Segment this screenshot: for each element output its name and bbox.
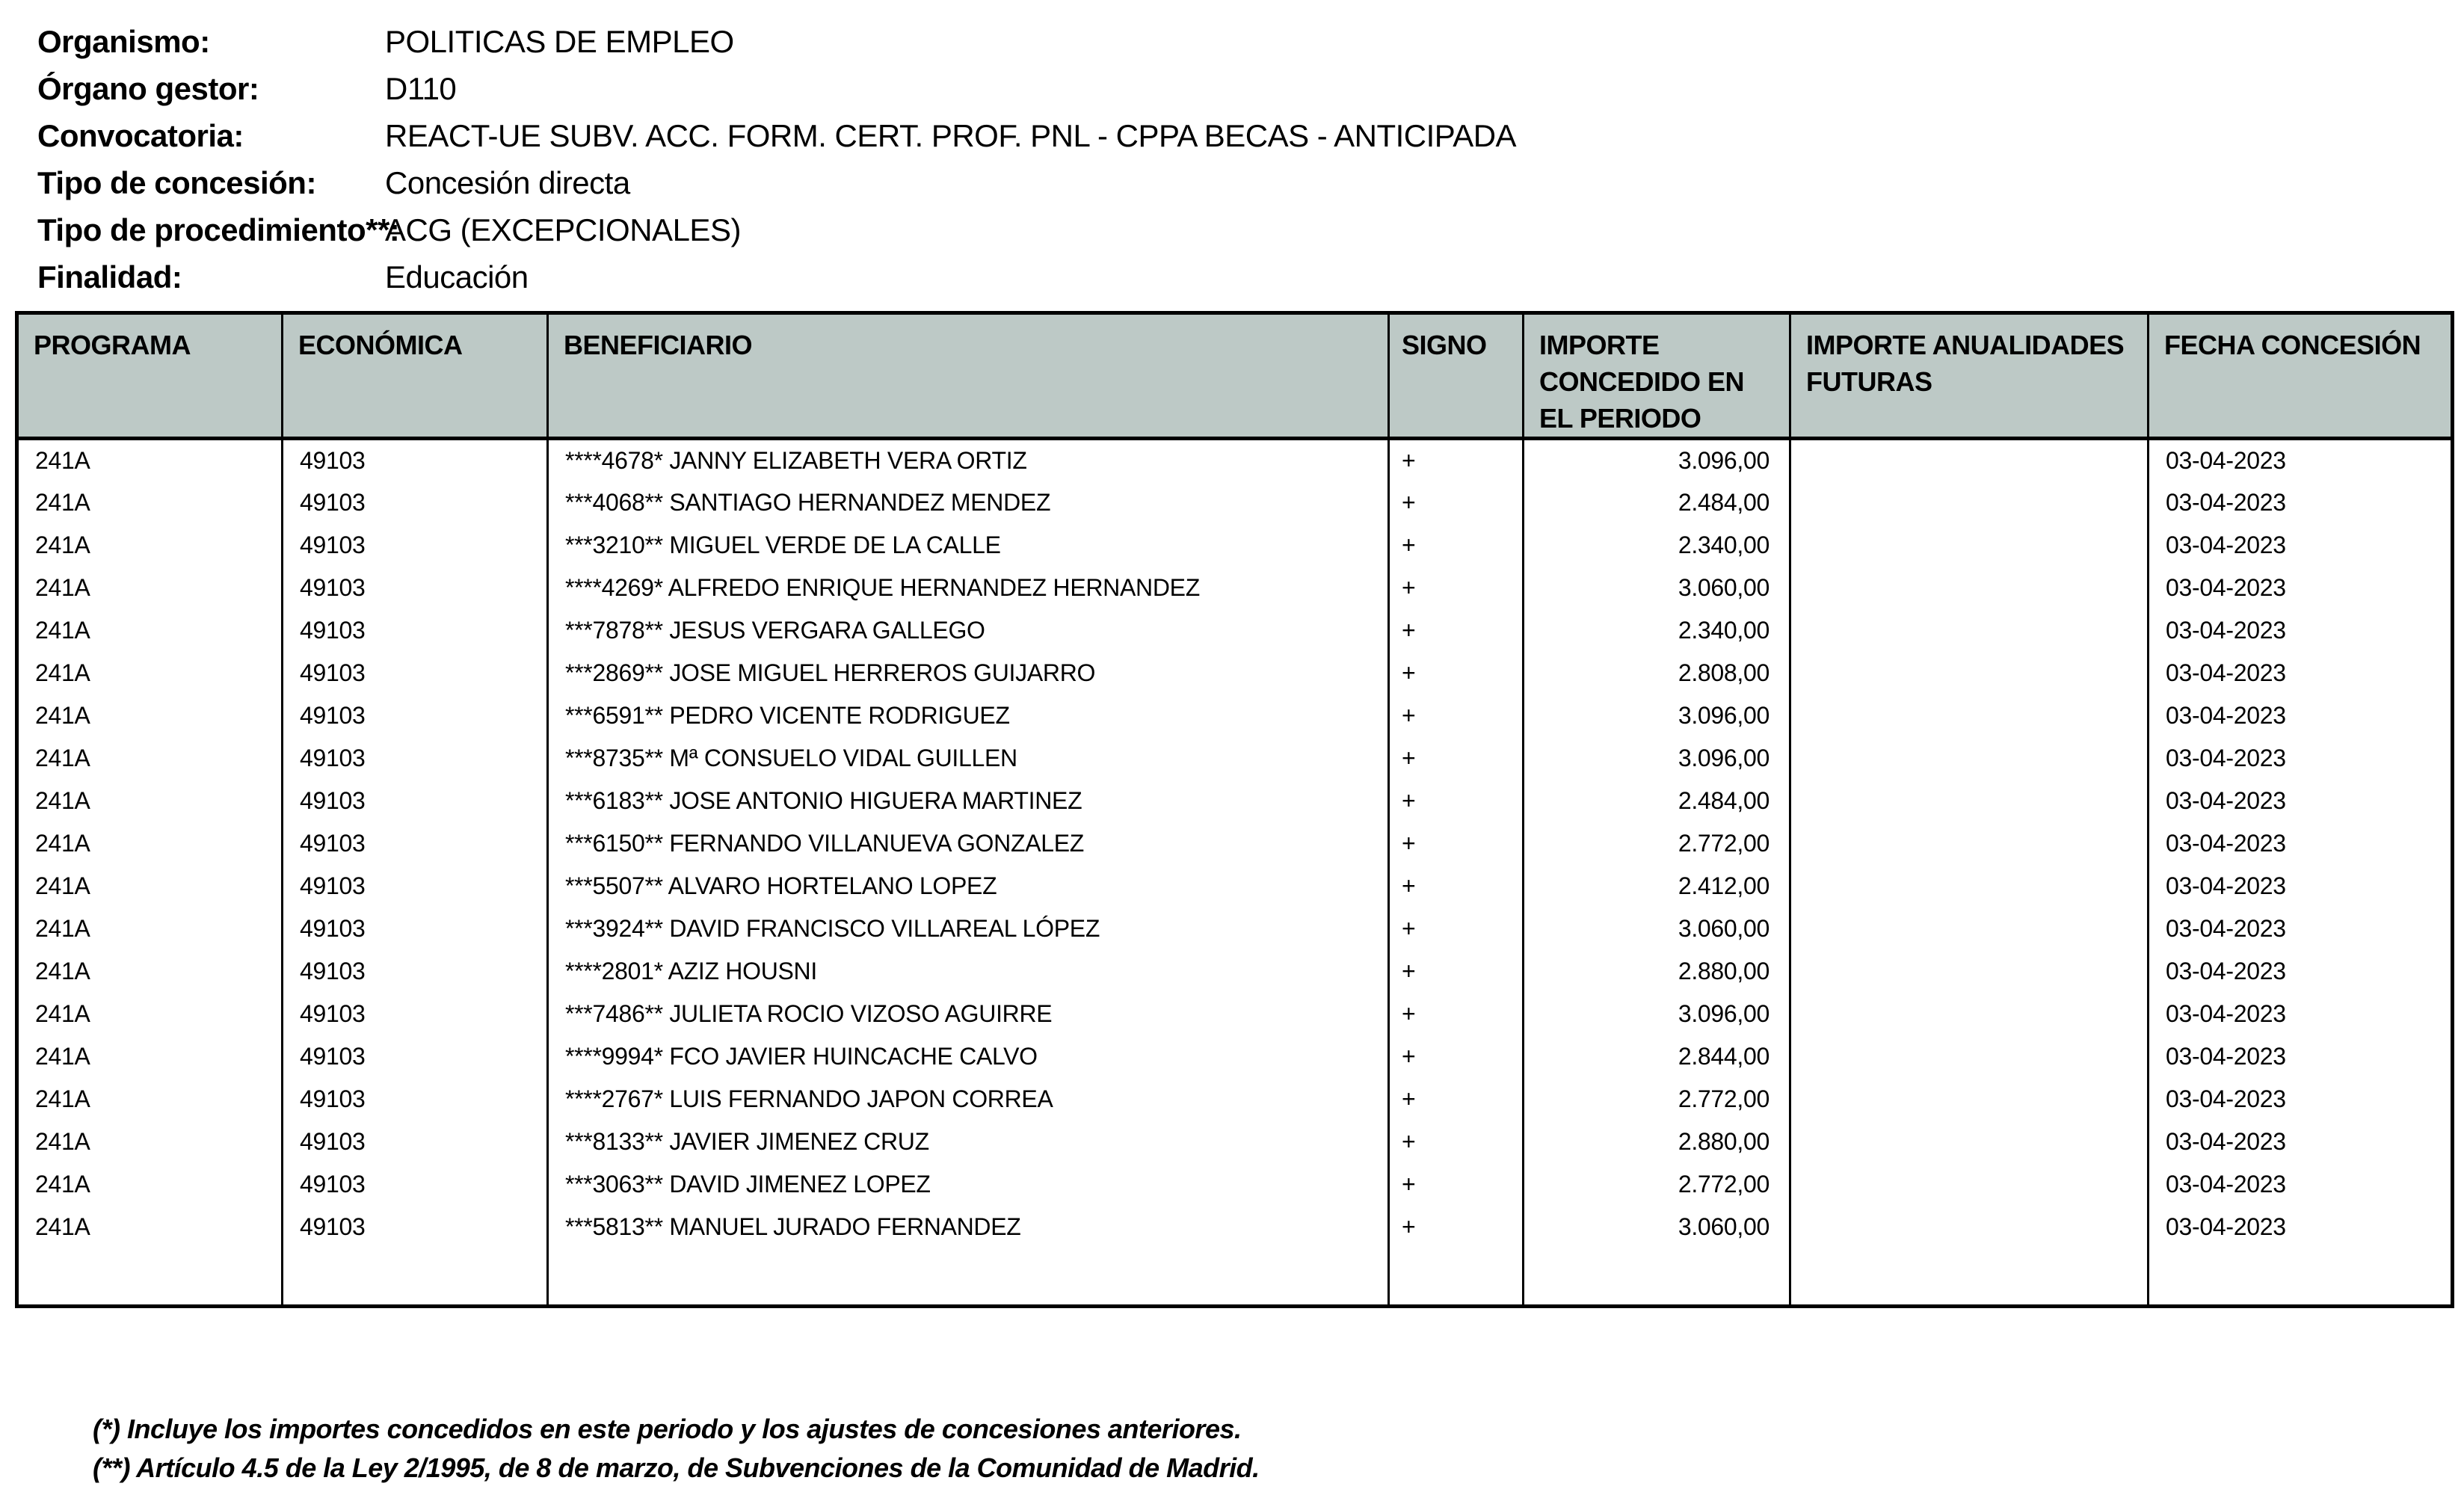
cell-programa: 241A xyxy=(17,567,283,609)
cell-programa: 241A xyxy=(17,609,283,652)
cell-importe-anualidades xyxy=(1790,524,2149,567)
cell-importe-anualidades xyxy=(1790,950,2149,993)
header-programa: PROGRAMA xyxy=(17,313,283,439)
empty-cell xyxy=(283,1248,548,1307)
cell-programa: 241A xyxy=(17,780,283,822)
cell-fecha-concesion: 03-04-2023 xyxy=(2149,481,2453,524)
table-row xyxy=(17,907,2453,950)
cell-importe-concedido: 3.060,00 xyxy=(1524,907,1790,950)
table-row xyxy=(17,950,2453,993)
table-row xyxy=(17,481,2453,524)
cell-importe-anualidades xyxy=(1790,1163,2149,1206)
cell-signo: + xyxy=(1389,822,1524,865)
metadata-value: POLITICAS DE EMPLEO xyxy=(385,23,734,59)
cell-economica: 49103 xyxy=(283,1078,548,1121)
cell-importe-concedido: 2.340,00 xyxy=(1524,524,1790,567)
cell-beneficiario: ****2767* LUIS FERNANDO JAPON CORREA xyxy=(548,1078,1389,1121)
cell-importe-anualidades xyxy=(1790,439,2149,481)
cell-signo: + xyxy=(1389,1078,1524,1121)
cell-signo: + xyxy=(1389,609,1524,652)
header-signo: SIGNO xyxy=(1389,313,1524,439)
cell-fecha-concesion: 03-04-2023 xyxy=(2149,1121,2453,1163)
cell-economica: 49103 xyxy=(283,609,548,652)
cell-signo: + xyxy=(1389,1206,1524,1248)
metadata-line-finalidad xyxy=(37,253,1516,301)
cell-beneficiario: ***5507** ALVARO HORTELANO LOPEZ xyxy=(548,865,1389,907)
cell-fecha-concesion: 03-04-2023 xyxy=(2149,1163,2453,1206)
cell-fecha-concesion: 03-04-2023 xyxy=(2149,524,2453,567)
cell-programa: 241A xyxy=(17,481,283,524)
cell-programa: 241A xyxy=(17,950,283,993)
cell-fecha-concesion: 03-04-2023 xyxy=(2149,737,2453,780)
cell-programa: 241A xyxy=(17,524,283,567)
metadata-line-convocatoria xyxy=(37,112,1516,159)
cell-fecha-concesion: 03-04-2023 xyxy=(2149,907,2453,950)
cell-importe-concedido: 2.484,00 xyxy=(1524,481,1790,524)
cell-programa: 241A xyxy=(17,993,283,1035)
empty-cell xyxy=(2149,1248,2453,1307)
cell-programa: 241A xyxy=(17,694,283,737)
empty-cell xyxy=(1790,1248,2149,1307)
grants-table xyxy=(15,311,2454,1308)
cell-importe-anualidades xyxy=(1790,907,2149,950)
empty-cell xyxy=(548,1248,1389,1307)
footnotes-block xyxy=(93,1410,1260,1488)
cell-signo: + xyxy=(1389,993,1524,1035)
metadata-line-tipo-procedimiento xyxy=(37,206,1516,253)
cell-programa: 241A xyxy=(17,1206,283,1248)
cell-beneficiario: ****4678* JANNY ELIZABETH VERA ORTIZ xyxy=(548,439,1389,481)
table-spacer-row xyxy=(17,1248,2453,1307)
cell-economica: 49103 xyxy=(283,567,548,609)
cell-fecha-concesion: 03-04-2023 xyxy=(2149,1035,2453,1078)
cell-fecha-concesion: 03-04-2023 xyxy=(2149,865,2453,907)
cell-importe-concedido: 2.412,00 xyxy=(1524,865,1790,907)
cell-importe-concedido: 2.340,00 xyxy=(1524,609,1790,652)
cell-beneficiario: ****4269* ALFREDO ENRIQUE HERNANDEZ HERNANDEZ xyxy=(548,567,1389,609)
cell-importe-concedido: 3.060,00 xyxy=(1524,567,1790,609)
metadata-label: Finalidad: xyxy=(37,259,182,295)
cell-programa: 241A xyxy=(17,737,283,780)
cell-importe-anualidades xyxy=(1790,993,2149,1035)
header-importe-concedido: IMPORTE CONCEDIDO EN EL PERIODO xyxy=(1524,313,1790,439)
cell-beneficiario: ***6591** PEDRO VICENTE RODRIGUEZ xyxy=(548,694,1389,737)
cell-fecha-concesion: 03-04-2023 xyxy=(2149,822,2453,865)
cell-importe-anualidades xyxy=(1790,609,2149,652)
cell-economica: 49103 xyxy=(283,439,548,481)
cell-fecha-concesion: 03-04-2023 xyxy=(2149,567,2453,609)
cell-fecha-concesion: 03-04-2023 xyxy=(2149,1078,2453,1121)
cell-signo: + xyxy=(1389,694,1524,737)
cell-importe-anualidades xyxy=(1790,822,2149,865)
cell-fecha-concesion: 03-04-2023 xyxy=(2149,694,2453,737)
cell-economica: 49103 xyxy=(283,993,548,1035)
cell-signo: + xyxy=(1389,524,1524,567)
cell-economica: 49103 xyxy=(283,950,548,993)
cell-economica: 49103 xyxy=(283,1163,548,1206)
cell-beneficiario: ***7878** JESUS VERGARA GALLEGO xyxy=(548,609,1389,652)
table-row xyxy=(17,524,2453,567)
table-row xyxy=(17,567,2453,609)
cell-economica: 49103 xyxy=(283,524,548,567)
cell-economica: 49103 xyxy=(283,907,548,950)
cell-fecha-concesion: 03-04-2023 xyxy=(2149,950,2453,993)
cell-beneficiario: ***3063** DAVID JIMENEZ LOPEZ xyxy=(548,1163,1389,1206)
cell-importe-concedido: 3.096,00 xyxy=(1524,694,1790,737)
footnote-asterisk: (*) Incluye los importes concedidos en este periodo y los ajustes de concesiones anteriores. xyxy=(93,1414,1242,1444)
cell-programa: 241A xyxy=(17,1035,283,1078)
metadata-line-organo-gestor xyxy=(37,65,1516,112)
cell-fecha-concesion: 03-04-2023 xyxy=(2149,609,2453,652)
metadata-block xyxy=(37,18,1516,301)
cell-economica: 49103 xyxy=(283,780,548,822)
table-row xyxy=(17,1206,2453,1248)
cell-importe-anualidades xyxy=(1790,1078,2149,1121)
cell-importe-concedido: 2.880,00 xyxy=(1524,1121,1790,1163)
cell-economica: 49103 xyxy=(283,822,548,865)
cell-beneficiario: ****9994* FCO JAVIER HUINCACHE CALVO xyxy=(548,1035,1389,1078)
cell-importe-concedido: 3.060,00 xyxy=(1524,1206,1790,1248)
table-row xyxy=(17,652,2453,694)
metadata-line-organismo xyxy=(37,18,1516,65)
cell-beneficiario: ***8735** Mª CONSUELO VIDAL GUILLEN xyxy=(548,737,1389,780)
table-header-row xyxy=(17,313,2453,439)
table-row xyxy=(17,1163,2453,1206)
cell-signo: + xyxy=(1389,1121,1524,1163)
cell-importe-concedido: 3.096,00 xyxy=(1524,737,1790,780)
cell-importe-concedido: 2.772,00 xyxy=(1524,1078,1790,1121)
cell-economica: 49103 xyxy=(283,737,548,780)
cell-importe-anualidades xyxy=(1790,652,2149,694)
cell-signo: + xyxy=(1389,950,1524,993)
cell-importe-anualidades xyxy=(1790,1121,2149,1163)
cell-signo: + xyxy=(1389,780,1524,822)
cell-signo: + xyxy=(1389,737,1524,780)
cell-fecha-concesion: 03-04-2023 xyxy=(2149,993,2453,1035)
cell-signo: + xyxy=(1389,652,1524,694)
cell-importe-concedido: 2.808,00 xyxy=(1524,652,1790,694)
cell-beneficiario: ***6150** FERNANDO VILLANUEVA GONZALEZ xyxy=(548,822,1389,865)
cell-importe-concedido: 2.844,00 xyxy=(1524,1035,1790,1078)
cell-beneficiario: ***3924** DAVID FRANCISCO VILLAREAL LÓPEZ xyxy=(548,907,1389,950)
table-row xyxy=(17,822,2453,865)
header-fecha-concesion: FECHA CONCESIÓN xyxy=(2149,313,2453,439)
header-economica: ECONÓMICA xyxy=(283,313,548,439)
table-row xyxy=(17,1078,2453,1121)
cell-economica: 49103 xyxy=(283,1035,548,1078)
metadata-label: Órgano gestor: xyxy=(37,70,259,106)
cell-importe-concedido: 2.484,00 xyxy=(1524,780,1790,822)
cell-signo: + xyxy=(1389,907,1524,950)
cell-programa: 241A xyxy=(17,865,283,907)
table-row xyxy=(17,694,2453,737)
cell-importe-concedido: 2.772,00 xyxy=(1524,1163,1790,1206)
table-row xyxy=(17,439,2453,481)
cell-importe-anualidades xyxy=(1790,1035,2149,1078)
cell-importe-anualidades xyxy=(1790,694,2149,737)
cell-beneficiario: ***5813** MANUEL JURADO FERNANDEZ xyxy=(548,1206,1389,1248)
cell-economica: 49103 xyxy=(283,481,548,524)
cell-economica: 49103 xyxy=(283,1121,548,1163)
metadata-label: Tipo de concesión: xyxy=(37,164,316,200)
metadata-line-tipo-concesion xyxy=(37,159,1516,206)
header-importe-anualidades: IMPORTE ANUALIDADES FUTURAS xyxy=(1790,313,2149,439)
cell-importe-anualidades xyxy=(1790,780,2149,822)
empty-cell xyxy=(17,1248,283,1307)
cell-economica: 49103 xyxy=(283,694,548,737)
cell-fecha-concesion: 03-04-2023 xyxy=(2149,780,2453,822)
cell-programa: 241A xyxy=(17,439,283,481)
table-row xyxy=(17,993,2453,1035)
cell-economica: 49103 xyxy=(283,1206,548,1248)
cell-beneficiario: ***4068** SANTIAGO HERNANDEZ MENDEZ xyxy=(548,481,1389,524)
cell-signo: + xyxy=(1389,865,1524,907)
cell-signo: + xyxy=(1389,1163,1524,1206)
cell-importe-anualidades xyxy=(1790,481,2149,524)
table-row xyxy=(17,1035,2453,1078)
footnote-double-asterisk: (**) Artículo 4.5 de la Ley 2/1995, de 8 de marzo, de Subvenciones de la Comunidad de Madrid. xyxy=(93,1452,1260,1483)
cell-importe-anualidades xyxy=(1790,737,2149,780)
grants-table-body xyxy=(17,439,2453,1248)
metadata-value: ACG (EXCEPCIONALES) xyxy=(385,212,741,247)
cell-importe-concedido: 2.880,00 xyxy=(1524,950,1790,993)
metadata-value: D110 xyxy=(385,70,457,106)
table-row xyxy=(17,737,2453,780)
cell-programa: 241A xyxy=(17,1163,283,1206)
cell-fecha-concesion: 03-04-2023 xyxy=(2149,439,2453,481)
cell-economica: 49103 xyxy=(283,652,548,694)
cell-fecha-concesion: 03-04-2023 xyxy=(2149,652,2453,694)
cell-programa: 241A xyxy=(17,1078,283,1121)
cell-beneficiario: ****2801* AZIZ HOUSNI xyxy=(548,950,1389,993)
cell-beneficiario: ***6183** JOSE ANTONIO HIGUERA MARTINEZ xyxy=(548,780,1389,822)
cell-signo: + xyxy=(1389,439,1524,481)
cell-programa: 241A xyxy=(17,822,283,865)
empty-cell xyxy=(1524,1248,1790,1307)
metadata-label: Convocatoria: xyxy=(37,117,244,153)
cell-signo: + xyxy=(1389,567,1524,609)
metadata-label: Tipo de procedimiento**: xyxy=(37,212,400,247)
table-row xyxy=(17,1121,2453,1163)
cell-beneficiario: ***8133** JAVIER JIMENEZ CRUZ xyxy=(548,1121,1389,1163)
header-beneficiario: BENEFICIARIO xyxy=(548,313,1389,439)
cell-signo: + xyxy=(1389,1035,1524,1078)
cell-beneficiario: ***7486** JULIETA ROCIO VIZOSO AGUIRRE xyxy=(548,993,1389,1035)
table-row xyxy=(17,865,2453,907)
metadata-value: REACT-UE SUBV. ACC. FORM. CERT. PROF. PNL - CPPA BECAS - ANTICIPADA xyxy=(385,117,1517,153)
cell-importe-concedido: 2.772,00 xyxy=(1524,822,1790,865)
table-row xyxy=(17,609,2453,652)
cell-beneficiario: ***2869** JOSE MIGUEL HERREROS GUIJARRO xyxy=(548,652,1389,694)
cell-importe-anualidades xyxy=(1790,1206,2149,1248)
cell-importe-anualidades xyxy=(1790,865,2149,907)
cell-signo: + xyxy=(1389,481,1524,524)
cell-importe-concedido: 3.096,00 xyxy=(1524,993,1790,1035)
table-row xyxy=(17,780,2453,822)
metadata-value: Concesión directa xyxy=(385,164,630,200)
cell-fecha-concesion: 03-04-2023 xyxy=(2149,1206,2453,1248)
cell-importe-concedido: 3.096,00 xyxy=(1524,439,1790,481)
cell-importe-anualidades xyxy=(1790,567,2149,609)
metadata-value: Educación xyxy=(385,259,529,295)
metadata-label: Organismo: xyxy=(37,23,210,59)
cell-economica: 49103 xyxy=(283,865,548,907)
cell-programa: 241A xyxy=(17,1121,283,1163)
empty-cell xyxy=(1389,1248,1524,1307)
cell-programa: 241A xyxy=(17,652,283,694)
cell-beneficiario: ***3210** MIGUEL VERDE DE LA CALLE xyxy=(548,524,1389,567)
cell-programa: 241A xyxy=(17,907,283,950)
